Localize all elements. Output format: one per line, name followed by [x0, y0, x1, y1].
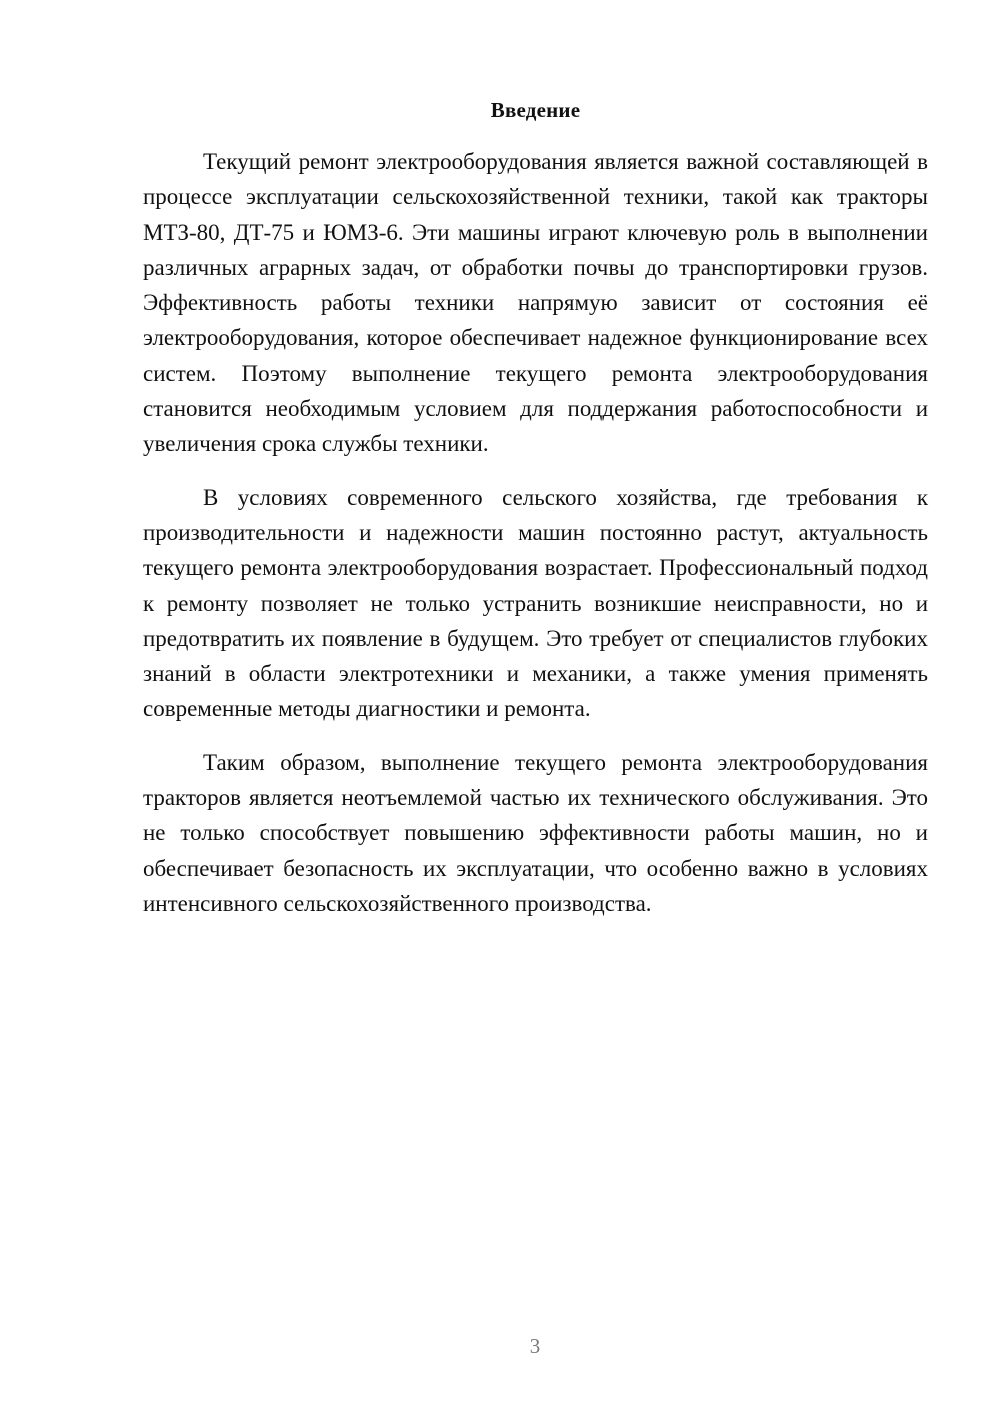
document-body [143, 94, 928, 939]
paragraph-1: Текущий ремонт электрооборудования является важной составляющей в процессе эксплуатации сельскохозяйственной техники, такой как тракторы МТЗ-80, ДТ-75 и ЮМЗ-6. Эти машины играют ключевую роль в выполнении различных аграрных задач, от обработки почвы до транспортировки грузов. Эффективность работы техники напрямую зависит от состояния её электрооборудования, которое обеспечивает надежное функционирование всех систем. Поэтому выполнение текущего ремонта электрооборудования становится необходимым условием для поддержания работоспособности и увеличения срока службы техники. [143, 149, 928, 457]
page-number: 3 [529, 1334, 541, 1358]
paragraph-2: В условиях современного сельского хозяйства, где требования к производительности и надежности машин постоянно растут, актуальность текущего ремонта электрооборудования возрастает. Профессиональный подход к ремонту позволяет не только устранить возникшие неисправности, но и предотвратить их появление в будущем. Это требует от специалистов глубоких знаний в области электротехники и механики, а также умения применять современные методы диагностики и ремонта. [143, 484, 928, 722]
section-heading: Введение [490, 98, 581, 122]
paragraph-3: Таким образом, выполнение текущего ремонта электрооборудования тракторов является неотъемлемой частью их технического обслуживания. Это не только способствует повышению эффективности работы машин, но и обеспечивает безопасность их эксплуатации, что особенно важно в условиях интенсивного сельскохозяйственного производства. [143, 749, 928, 916]
